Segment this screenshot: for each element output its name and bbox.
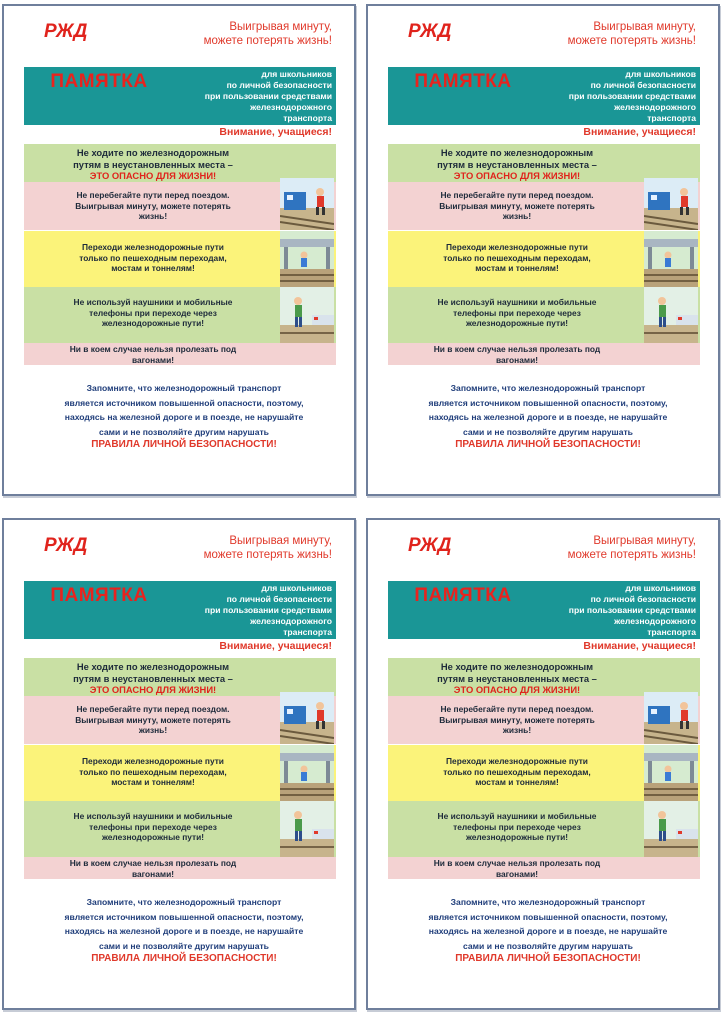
warning-line: только по пешеходным переходам, [443,252,591,263]
attention-heading: Внимание, учащиеся! [219,640,332,652]
safety-rules-heading: ПРАВИЛА ЛИЧНОЙ БЕЗОПАСНОСТИ! [455,953,641,964]
warning-item-headphones [24,287,336,343]
subtitle-line: при пользовании средствами [568,91,696,101]
train-crossing-illustration [644,178,698,230]
warning-item-crossing [24,745,336,801]
leaflet-page [2,4,356,496]
safety-rules-heading: ПРАВИЛА ЛИЧНОЙ БЕЗОПАСНОСТИ! [91,439,277,450]
warning-item-running [388,696,700,744]
warning-main [24,658,336,696]
slogan-line: можете потерять жизнь! [203,35,332,47]
warning-item-text [28,190,278,222]
slogan [536,534,696,562]
warning-line: только по пешеходным переходам, [443,766,591,777]
note-line: Запомните, что железнодорожный транспорт [450,383,646,393]
safety-note [34,381,334,439]
warning-line: вагонами! [495,354,539,365]
train-crossing-illustration [280,692,334,744]
banner-subtitle [182,69,332,124]
warning-item-text [392,344,642,365]
danger-text: ЭТО ОПАСНО ДЛЯ ЖИЗНИ! [453,170,581,181]
warning-main-text [28,147,278,182]
warning-line: путям в неустановленных места – [437,158,597,170]
warning-line: Не перебегайте пути перед поездом. [440,190,594,200]
note-line: является источником повышенной опасности, поэтому, [428,911,668,922]
warning-line: Не используй наушники и мобильные [73,811,233,821]
subtitle-line: для школьников [261,583,332,593]
warning-main-text [28,661,278,696]
note-line: сами и не позволяйте другим нарушать [463,940,633,951]
warning-line: только по пешеходным переходам, [79,766,227,777]
pedestrian-bridge-illustration [644,231,698,287]
slogan [172,20,332,48]
subtitle-line: при пользовании средствами [204,605,332,615]
title-banner [24,581,336,639]
warning-line: вагонами! [495,868,539,879]
warning-line: железнодорожные пути! [465,318,569,328]
subtitle-line: по личной безопасности [226,80,332,90]
danger-text: ЭТО ОПАСНО ДЛЯ ЖИЗНИ! [453,684,581,695]
warning-line: Ни в коем случае нельзя пролезать под [69,344,237,354]
pedestrian-bridge-illustration [280,745,334,801]
slogan-line: можете потерять жизнь! [567,549,696,561]
note-line: является источником повышенной опасности, поэтому, [64,911,304,922]
warning-line: Не ходите по железнодорожным [76,661,230,672]
warning-line: Выигрывая минуту, можете потерять [439,714,595,725]
subtitle-line: по личной безопасности [590,594,696,604]
note-line: сами и не позволяйте другим нарушать [99,940,269,951]
train-crossing-illustration [644,692,698,744]
warning-line: Не перебегайте пути перед поездом. [440,704,594,714]
warning-line: жизнь! [502,211,532,221]
subtitle-line: железнодорожного [250,616,332,626]
warning-item-text [392,858,642,879]
note-line: Запомните, что железнодорожный транспорт [86,897,282,907]
subtitle-line: при пользовании средствами [204,91,332,101]
subtitle-line: для школьников [625,69,696,79]
warning-line: Не используй наушники и мобильные [73,297,233,307]
subtitle-line: по личной безопасности [226,594,332,604]
warning-line: мостам и тоннелям! [475,263,559,273]
warning-line: Выигрывая минуту, можете потерять [439,200,595,211]
subtitle-line: железнодорожного [614,616,696,626]
warning-line: путям в неустановленных места – [73,158,233,170]
warning-line: Ни в коем случае нельзя пролезать под [433,344,601,354]
warning-line: Не ходите по железнодорожным [76,147,230,158]
leaflet-page [366,4,720,496]
warning-line: Не перебегайте пути перед поездом. [76,190,230,200]
note-line: находясь на железной дороге и в поезде, не нарушайте [64,412,304,422]
warning-item-text [392,242,642,274]
subtitle-line: транспорта [283,113,332,123]
warning-line: телефоны при переходе через [89,307,217,318]
warning-line: путям в неустановленных места – [73,672,233,684]
page-title: ПАМЯТКА [50,71,148,92]
pedestrian-bridge-illustration [644,745,698,801]
warning-line: Ни в коем случае нельзя пролезать под [433,858,601,868]
subtitle-line: транспорта [647,627,696,637]
svg-text:РЖД: РЖД [44,21,88,42]
subtitle-line: по личной безопасности [590,80,696,90]
safety-rules-heading: ПРАВИЛА ЛИЧНОЙ БЕЗОПАСНОСТИ! [455,439,641,450]
attention-heading: Внимание, учащиеся! [583,640,696,652]
warning-line: Переходи железнодорожные пути [82,756,224,766]
title-banner [388,67,700,125]
warning-item-headphones [24,801,336,857]
safety-note [34,895,334,953]
note-line: Запомните, что железнодорожный транспорт [450,897,646,907]
page-title: ПАМЯТКА [414,71,512,92]
safety-rules-heading: ПРАВИЛА ЛИЧНОЙ БЕЗОПАСНОСТИ! [91,953,277,964]
warning-item-text [28,704,278,736]
slogan-line: Выигрывая минуту, [229,21,332,33]
warning-main-text [392,661,642,696]
warning-item-crossing [388,231,700,287]
warning-line: Не используй наушники и мобильные [437,297,597,307]
warning-line: вагонами! [131,354,175,365]
warning-line: Не ходите по железнодорожным [440,661,594,672]
warning-line: телефоны при переходе через [453,307,581,318]
warning-item-text [28,297,278,329]
boy-with-phone-illustration [644,801,698,857]
note-line: является источником повышенной опасности, поэтому, [428,397,668,408]
warning-line: мостам и тоннелям! [111,777,195,787]
note-line: Запомните, что железнодорожный транспорт [86,383,282,393]
attention-heading: Внимание, учащиеся! [583,126,696,138]
warning-line: вагонами! [131,868,175,879]
slogan-line: можете потерять жизнь! [567,35,696,47]
note-line: находясь на железной дороге и в поезде, не нарушайте [428,926,668,936]
subtitle-line: при пользовании средствами [568,605,696,615]
warning-main [388,144,700,182]
banner-subtitle [182,583,332,638]
slogan [172,534,332,562]
warning-item-text [392,297,642,329]
warning-item-crossing [24,231,336,287]
warning-item-text [392,704,642,736]
warning-line: жизнь! [138,725,168,735]
warning-item-headphones [388,801,700,857]
safety-note [398,895,698,953]
warning-item-wagons [388,343,700,365]
warning-line: Выигрывая минуту, можете потерять [75,200,231,211]
rzd-logo [406,18,452,42]
leaflet-page [366,518,720,1010]
warning-line: жизнь! [502,725,532,735]
warning-line: телефоны при переходе через [89,821,217,832]
boy-with-phone-illustration [280,287,334,343]
danger-text: ЭТО ОПАСНО ДЛЯ ЖИЗНИ! [89,170,217,181]
svg-text:РЖД: РЖД [408,535,452,556]
note-line: сами и не позволяйте другим нарушать [99,426,269,437]
safety-note [398,381,698,439]
warning-line: железнодорожные пути! [101,318,205,328]
warning-item-text [28,756,278,788]
warning-item-wagons [24,343,336,365]
warning-item-text [28,858,278,879]
attention-heading: Внимание, учащиеся! [219,126,332,138]
warning-line: железнодорожные пути! [465,832,569,842]
title-banner [24,67,336,125]
banner-subtitle [546,69,696,124]
svg-text:РЖД: РЖД [44,535,88,556]
warning-item-crossing [388,745,700,801]
warning-item-running [388,182,700,230]
subtitle-line: железнодорожного [614,102,696,112]
boy-with-phone-illustration [644,287,698,343]
slogan-line: Выигрывая минуту, [229,535,332,547]
warning-line: мостам и тоннелям! [475,777,559,787]
warning-main-text [392,147,642,182]
warning-item-text [392,811,642,843]
warning-item-headphones [388,287,700,343]
leaflet-page [2,518,356,1010]
banner-subtitle [546,583,696,638]
warning-item-running [24,696,336,744]
warning-item-wagons [24,857,336,879]
rzd-logo [42,532,88,556]
warning-line: только по пешеходным переходам, [79,252,227,263]
warning-line: Не ходите по железнодорожным [440,147,594,158]
warning-line: железнодорожные пути! [101,832,205,842]
warning-line: путям в неустановленных места – [437,672,597,684]
warning-line: Выигрывая минуту, можете потерять [75,714,231,725]
warning-line: Ни в коем случае нельзя пролезать под [69,858,237,868]
subtitle-line: транспорта [283,627,332,637]
subtitle-line: железнодорожного [250,102,332,112]
slogan-line: Выигрывая минуту, [593,535,696,547]
page-title: ПАМЯТКА [414,585,512,606]
warning-item-text [392,756,642,788]
warning-item-text [28,242,278,274]
warning-line: Не перебегайте пути перед поездом. [76,704,230,714]
danger-text: ЭТО ОПАСНО ДЛЯ ЖИЗНИ! [89,684,217,695]
subtitle-line: для школьников [625,583,696,593]
boy-with-phone-illustration [280,801,334,857]
warning-item-text [28,811,278,843]
warning-line: Не используй наушники и мобильные [437,811,597,821]
slogan-line: Выигрывая минуту, [593,21,696,33]
note-line: находясь на железной дороге и в поезде, не нарушайте [64,926,304,936]
svg-text:РЖД: РЖД [408,21,452,42]
warning-main [24,144,336,182]
warning-item-running [24,182,336,230]
note-line: находясь на железной дороге и в поезде, не нарушайте [428,412,668,422]
warning-line: Переходи железнодорожные пути [446,242,588,252]
subtitle-line: транспорта [647,113,696,123]
warning-line: Переходи железнодорожные пути [446,756,588,766]
title-banner [388,581,700,639]
warning-main [388,658,700,696]
warning-item-text [28,344,278,365]
rzd-logo [42,18,88,42]
slogan-line: можете потерять жизнь! [203,549,332,561]
note-line: является источником повышенной опасности, поэтому, [64,397,304,408]
warning-line: Переходи железнодорожные пути [82,242,224,252]
rzd-logo [406,532,452,556]
warning-line: телефоны при переходе через [453,821,581,832]
page-title: ПАМЯТКА [50,585,148,606]
subtitle-line: для школьников [261,69,332,79]
warning-item-text [392,190,642,222]
warning-line: мостам и тоннелям! [111,263,195,273]
warning-item-wagons [388,857,700,879]
slogan [536,20,696,48]
pedestrian-bridge-illustration [280,231,334,287]
note-line: сами и не позволяйте другим нарушать [463,426,633,437]
train-crossing-illustration [280,178,334,230]
warning-line: жизнь! [138,211,168,221]
